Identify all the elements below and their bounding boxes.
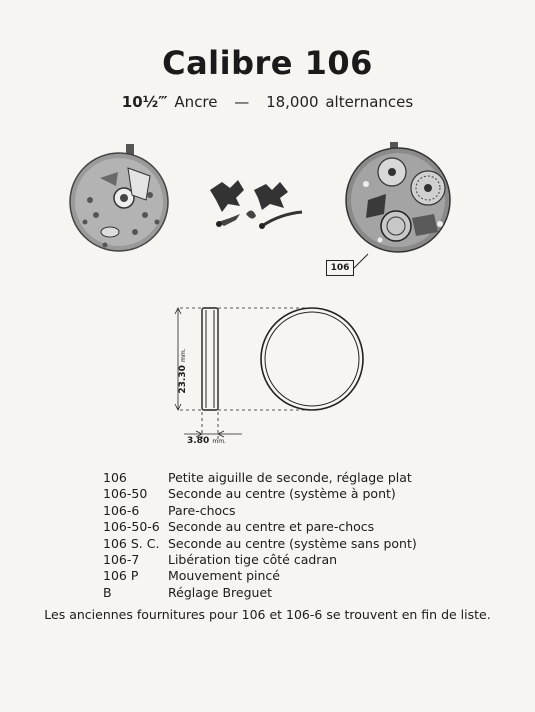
subtitle-dash: —: [234, 93, 250, 111]
bridge-side-movement-image: [346, 142, 450, 252]
frequency: 18,000 alternances: [266, 93, 414, 111]
variant-row: [103, 552, 417, 568]
variant-row: [103, 568, 417, 584]
variant-description: Mouvement pincé: [168, 568, 280, 584]
loose-parts-image: [210, 180, 302, 229]
variant-description: Seconde au centre et pare-chocs: [168, 519, 375, 535]
variant-description: Pare-chocs: [168, 502, 236, 518]
variant-description: Libération tige côté cadran: [168, 552, 338, 568]
variant-code: B: [103, 584, 112, 600]
variant-row: [103, 519, 417, 535]
height-unit: mm.: [180, 348, 187, 362]
variant-row: [103, 585, 417, 601]
variant-description: Seconde au centre (système à pont): [168, 486, 396, 502]
variant-code: 106-50: [103, 486, 148, 502]
variant-description: Réglage Breguet: [168, 584, 273, 600]
movement-size: 10½‴: [121, 93, 168, 111]
footer-note: Les anciennes fournitures pour 106 et 106-6 se trouvent en fin de liste.: [44, 607, 491, 622]
variant-description: Petite aiguille de seconde, réglage plat: [168, 470, 412, 485]
reference-number-box: 106: [326, 260, 354, 276]
dial-side-movement-image: [70, 144, 168, 251]
escapement-type: Ancre: [174, 93, 218, 111]
variant-row: [103, 486, 417, 502]
variant-row: [103, 503, 417, 519]
variant-code: 106-6: [103, 502, 140, 518]
variant-description: Seconde au centre (système sans pont): [168, 535, 417, 551]
page-title: Calibre 106: [162, 44, 373, 82]
variant-code: 106: [103, 470, 127, 485]
thickness-dimension-label: [187, 436, 226, 446]
variant-row: [103, 470, 417, 486]
height-dimension-label: [178, 346, 188, 396]
thickness-unit: mm.: [212, 438, 226, 445]
variant-code: 106 P: [103, 568, 139, 584]
variant-row: [103, 536, 417, 552]
variant-code: 106 S. C.: [103, 535, 160, 551]
height-value: 23.30: [178, 365, 188, 394]
variant-code: 106-50-6: [103, 519, 160, 535]
ref-leader-line: [354, 254, 368, 268]
variant-list: [103, 470, 417, 601]
variant-code: 106-7: [103, 552, 140, 568]
thickness-value: 3.80: [187, 436, 210, 446]
dimension-drawing: [175, 308, 363, 440]
